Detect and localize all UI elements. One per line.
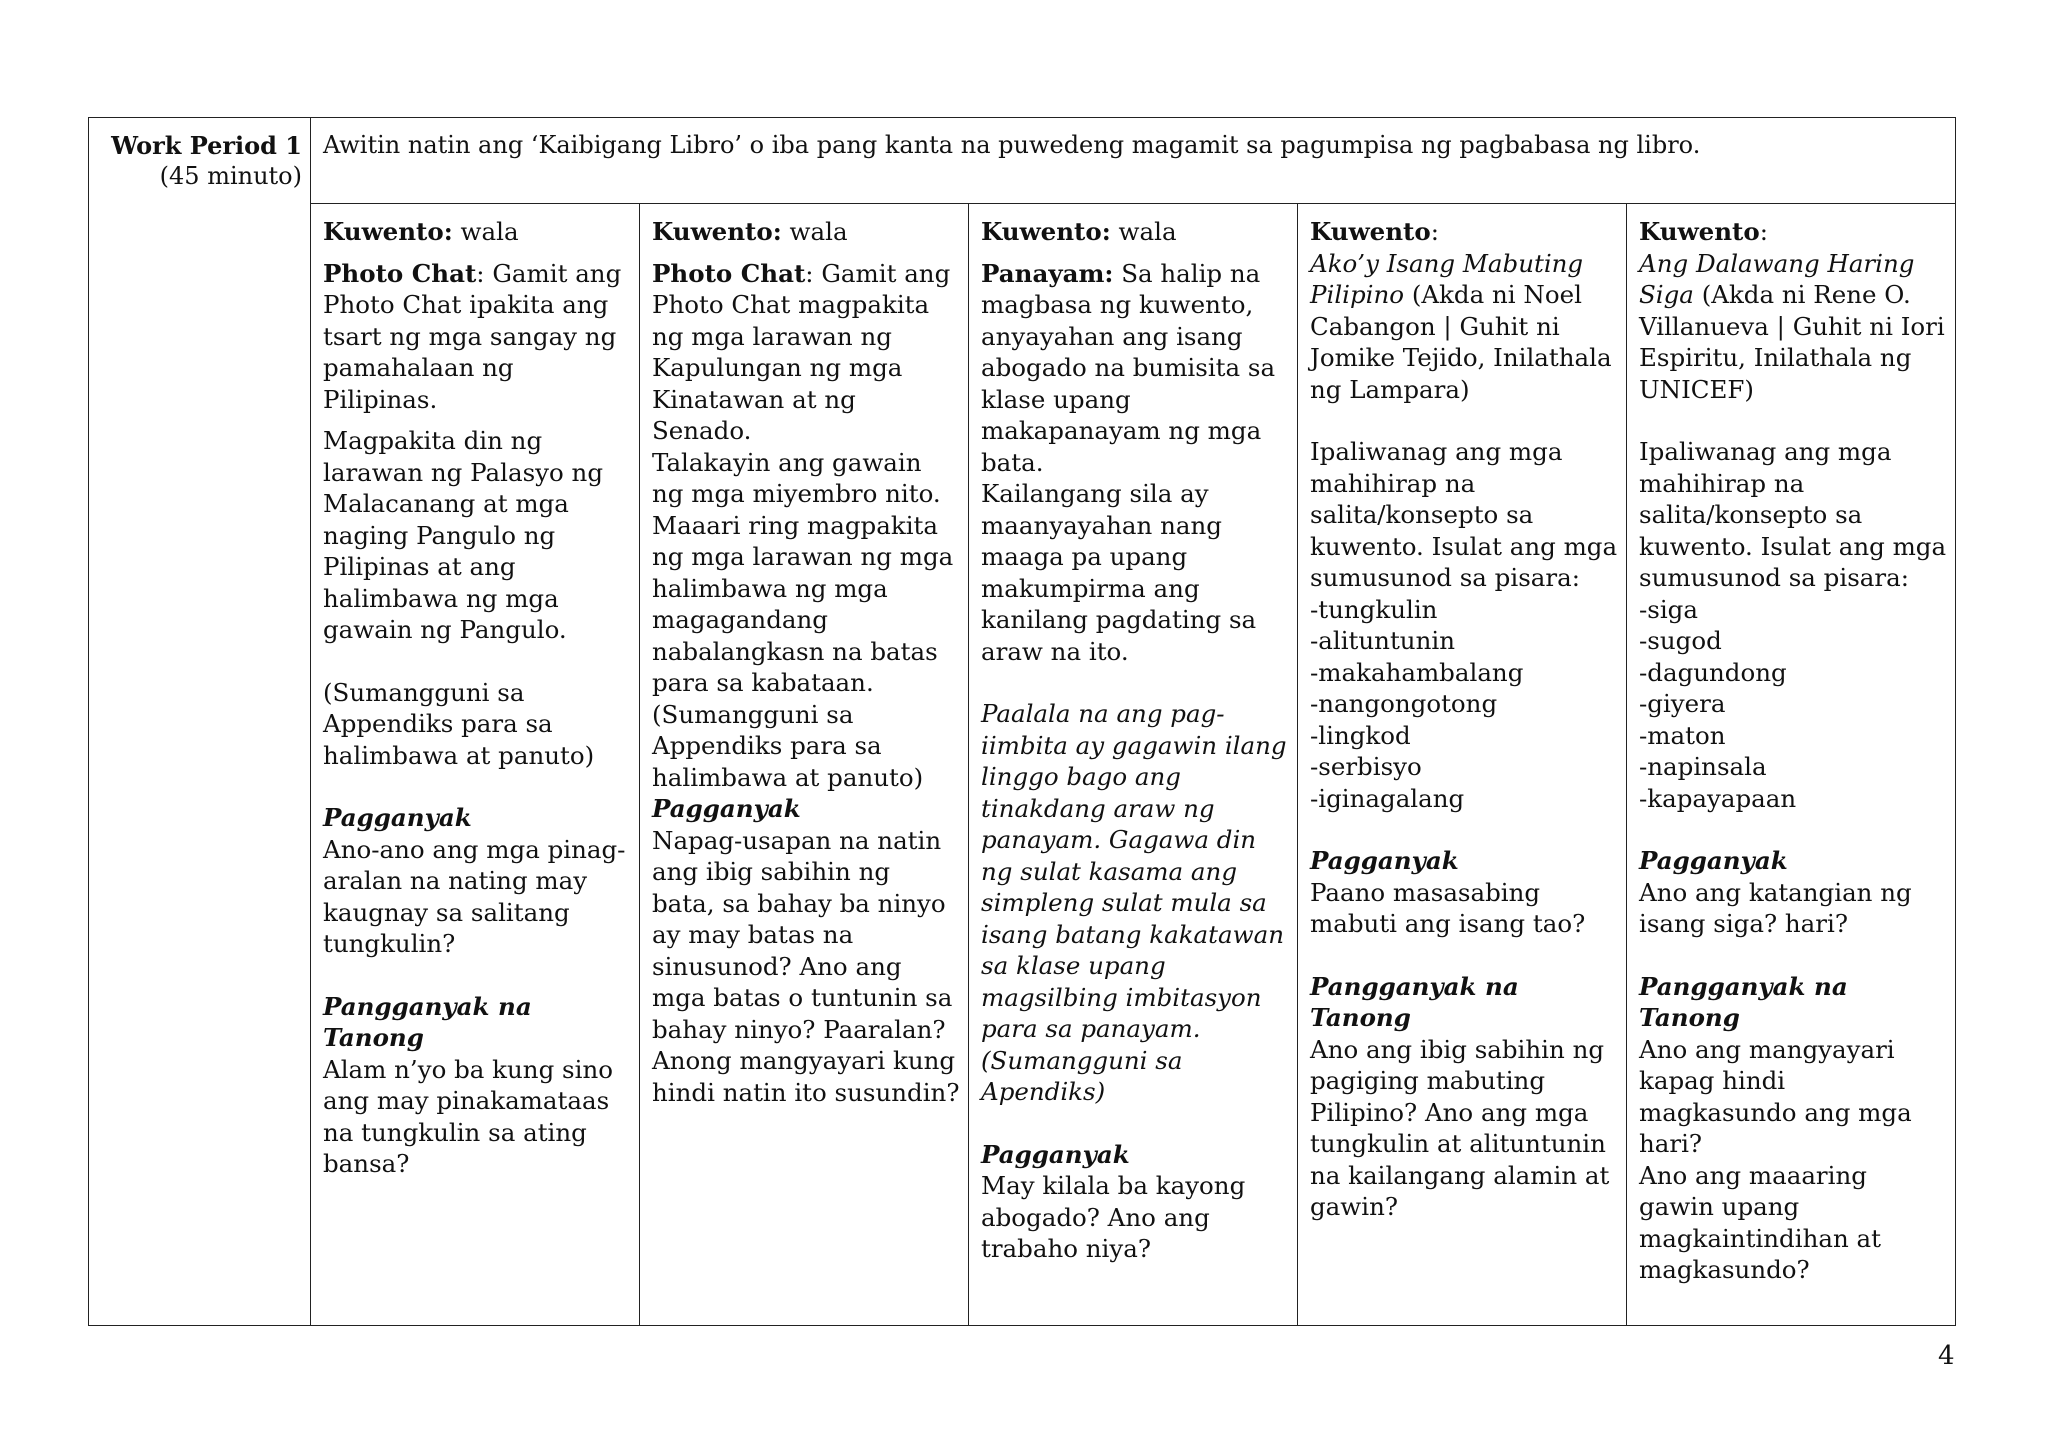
story-credits: (Akda ni Noel Cabangon | Guhit ni Jomike Tejido, Inilathala ng Lampara) bbox=[1310, 280, 1612, 404]
day-3-pagganyak-label: Pagganyak bbox=[981, 1139, 1130, 1169]
word-item: -alituntunin bbox=[1310, 626, 1455, 655]
day-2-cell bbox=[640, 204, 969, 1326]
day-1-cell bbox=[311, 204, 640, 1326]
day-1-activity bbox=[323, 258, 631, 416]
day-4-word-list bbox=[1310, 594, 1618, 815]
word-item: -napinsala bbox=[1639, 752, 1767, 781]
day-1-kuwento bbox=[323, 216, 631, 248]
day-3-activity bbox=[981, 258, 1289, 479]
intro-text: Awitin natin ang ‘Kaibigang Libro’ o iba pang kanta na puwedeng magamit sa pagumpisa ng pagbabasa ng libro. bbox=[323, 131, 1701, 159]
story-title: Ang Dalawang Haring Siga bbox=[1639, 248, 1915, 309]
kuwento-label: Kuwento bbox=[1310, 217, 1431, 246]
day-2-reference: (Sumangguni sa Appendiks para sa halimbawa at panuto) bbox=[652, 699, 924, 792]
activity-text: : Gamit ang Photo Chat ipakita ang tsart ng mga sangay ng pamahalaan ng Pilipinas. bbox=[323, 258, 622, 414]
day-5-tanong-text: Ano ang mangyayari kapag hindi magkasundo ang mga hari? bbox=[1639, 1034, 1912, 1158]
kuwento-value: wala bbox=[781, 217, 848, 246]
day-3-paragraph-2: Kailangang sila ay maanyayahan nang maaga pa upang makumpirma ang kanilang pagdating sa araw na ito. bbox=[981, 479, 1257, 666]
day-2-kuwento bbox=[652, 216, 960, 248]
kuwento-label: Kuwento: bbox=[323, 217, 453, 246]
day-5-story bbox=[1639, 248, 1947, 406]
intro-row bbox=[89, 118, 1956, 204]
work-period-label-cell bbox=[89, 118, 311, 1326]
kuwento-value: wala bbox=[452, 217, 519, 246]
day-3-cell bbox=[969, 204, 1298, 1326]
day-1-reference: (Sumangguni sa Appendiks para sa halimbawa at panuto) bbox=[323, 677, 595, 770]
day-3-note-reference: (Sumangguni sa Apendiks) bbox=[981, 1045, 1183, 1106]
word-item: -sugod bbox=[1639, 626, 1722, 655]
day-4-tanong-text: Ano ang ibig sabihin ng pagiging mabuting Pilipino? Ano ang mga tungkulin at alituntunin na kailangang alamin at gawin? bbox=[1310, 1034, 1610, 1221]
day-1-paragraph-2: Magpakita din ng larawan ng Palasyo ng Malacanang at mga naging Pangulo ng Pilipinas at ang halimbawa ng mga gawain ng Pangulo. bbox=[323, 426, 604, 644]
day-3-kuwento bbox=[981, 216, 1289, 248]
word-item: -tungkulin bbox=[1310, 594, 1438, 624]
day-2-activity bbox=[652, 258, 960, 447]
page-number: 4 bbox=[1938, 1341, 1955, 1371]
day-5-instruction: Ipaliwanag ang mga mahihirap na salita/konsepto sa kuwento. Isulat ang mga sumusunod sa pisara: bbox=[1639, 437, 1947, 592]
day-4-kuwento bbox=[1310, 216, 1618, 248]
word-item: -siga bbox=[1639, 594, 1698, 624]
day-4-cell bbox=[1298, 204, 1627, 1326]
day-3-note: Paalala na ang pag-iimbita ay gagawin ilang linggo bago ang tinakdang araw ng panayam. Gagawa din ng sulat kasama ang simpleng sulat mula sa isang batang kakatawan sa klase upang magsilbing imbitasyon para sa panayam. bbox=[981, 699, 1287, 1043]
word-item: -makahambalang bbox=[1310, 657, 1524, 687]
day-5-pagganyak-label: Pagganyak bbox=[1639, 846, 1788, 875]
day-4-tanong-label: Pangganyak na Tanong bbox=[1310, 971, 1519, 1032]
kuwento-label: Kuwento: bbox=[981, 217, 1111, 246]
activity-label: Photo Chat bbox=[652, 258, 806, 288]
intro-cell bbox=[311, 118, 1956, 204]
day-3-pagganyak-text: May kilala ba kayong abogado? Ano ang trabaho niya? bbox=[981, 1171, 1246, 1263]
day-5-cell bbox=[1627, 204, 1956, 1326]
activity-text: : Gamit ang Photo Chat magpakita ng mga larawan ng Kapulungan ng mga Kinatawan at ng Senado. bbox=[652, 258, 951, 445]
word-item: -dagundong bbox=[1639, 657, 1787, 687]
word-item: -serbisyo bbox=[1310, 752, 1422, 781]
day-5-tanong-label: Pangganyak na Tanong bbox=[1639, 971, 1848, 1032]
word-item: -iginagalang bbox=[1310, 783, 1465, 813]
day-1-pagganyak-label: Pagganyak bbox=[323, 803, 472, 832]
activity-label: Panayam: bbox=[981, 258, 1114, 288]
story-title: Ako’y Isang Mabuting Pilipino bbox=[1310, 248, 1584, 309]
word-item: -nangongotong bbox=[1310, 689, 1498, 718]
word-item: -maton bbox=[1639, 720, 1726, 750]
day-1-tanong-label: Pangganyak na Tanong bbox=[323, 991, 532, 1052]
day-5-pagganyak-text: Ano ang katangian ng isang siga? hari? bbox=[1639, 877, 1912, 938]
work-period-duration: (45 minuto) bbox=[159, 162, 302, 190]
day-5-tanong-text-2: Ano ang maaaring gawin upang magkaintindihan at magkasundo? bbox=[1639, 1160, 1881, 1284]
lesson-plan-table bbox=[88, 117, 1956, 1326]
day-5-word-list bbox=[1639, 594, 1947, 815]
kuwento-colon: : bbox=[1759, 217, 1768, 246]
word-item: -kapayapaan bbox=[1639, 783, 1797, 813]
kuwento-value: wala bbox=[1110, 217, 1177, 246]
day-1-tanong-text: Alam n’yo ba kung sino ang may pinakamataas na tungkulin sa ating bansa? bbox=[323, 1054, 613, 1178]
kuwento-label: Kuwento: bbox=[652, 217, 782, 246]
day-4-pagganyak-text: Paano masasabing mabuti ang isang tao? bbox=[1310, 877, 1586, 938]
work-period-title: Work Period 1 bbox=[111, 131, 302, 160]
word-item: -giyera bbox=[1639, 689, 1726, 718]
day-1-pagganyak-text: Ano-ano ang mga pinag-aralan na nating may kaugnay sa salitang tungkulin? bbox=[323, 834, 626, 958]
day-4-pagganyak-label: Pagganyak bbox=[1310, 846, 1459, 875]
kuwento-colon: : bbox=[1430, 217, 1439, 246]
activity-text: Sa halip na magbasa ng kuwento, anyayahan ang isang abogado na bumisita sa klase upang makapanayam ng mga bata. bbox=[981, 258, 1276, 477]
day-5-kuwento bbox=[1639, 216, 1947, 248]
days-row bbox=[89, 204, 1956, 1326]
day-4-instruction: Ipaliwanag ang mga mahihirap na salita/konsepto sa kuwento. Isulat ang mga sumusunod sa pisara: bbox=[1310, 437, 1618, 592]
day-2-pagganyak-text: Napag-usapan na natin ang ibig sabihin ng bata, sa bahay ba ninyo ay may batas na sinusunod? Ano ang mga batas o tuntunin sa bahay ninyo? Paaralan? Anong mangyayari kung hindi natin ito susundin? bbox=[652, 825, 960, 1107]
kuwento-label: Kuwento bbox=[1639, 217, 1760, 246]
activity-label: Photo Chat bbox=[323, 258, 477, 288]
day-2-paragraph-2: Talakayin ang gawain ng mga miyembro nito. Maaari ring magpakita ng mga larawan ng mga halimbawa ng mga magagandang nabalangkasn na batas para sa kabataan. bbox=[652, 447, 954, 697]
word-item: -lingkod bbox=[1310, 720, 1411, 750]
day-4-story bbox=[1310, 248, 1618, 406]
day-2-pagganyak-label: Pagganyak bbox=[652, 794, 801, 823]
story-credits: (Akda ni Rene O. Villanueva | Guhit ni Iori Espiritu, Inilathala ng UNICEF) bbox=[1639, 280, 1945, 404]
